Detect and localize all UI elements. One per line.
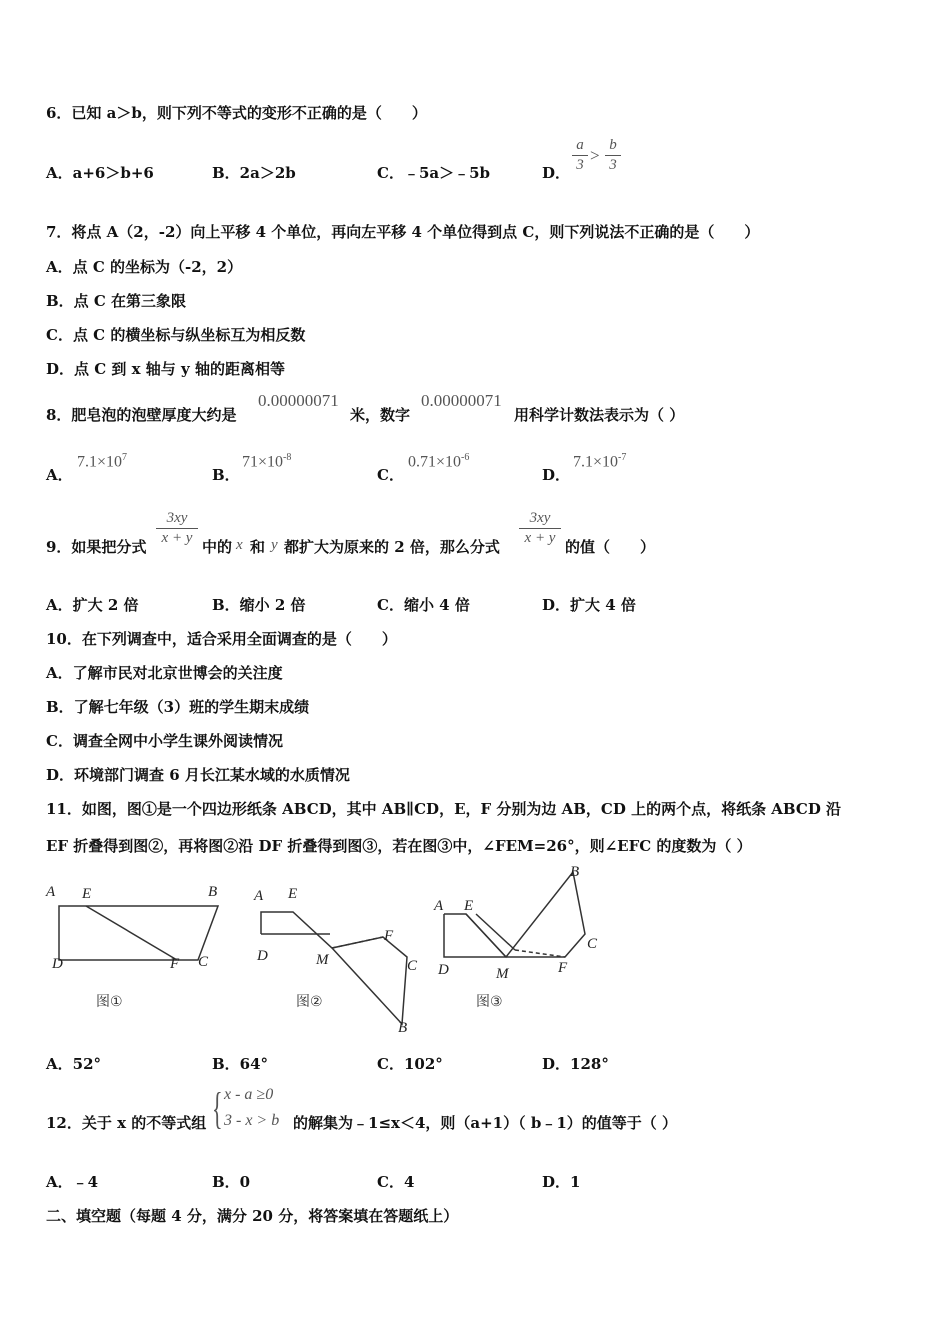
q8-option-a: A． [46, 466, 73, 484]
fig1-trapezoid [59, 906, 218, 960]
fig1-label-a: A [46, 884, 56, 900]
q12-option-a: A．﹣4 [46, 1173, 99, 1191]
q9-fraction-1: $\frac{3xy}{x + y}$ [156, 510, 198, 547]
fig3-label-f: F [558, 960, 568, 976]
q9-fraction-2: $\frac{3xy}{x + y}$ [519, 510, 561, 547]
q6-d-greater-sign: > [590, 146, 600, 165]
q9-stem-part4: 都扩大为原来的 2 倍，那么分式 [284, 538, 500, 556]
fig3-label-c: C [587, 936, 598, 952]
q12-stem-part1: 12．关于 x 的不等式组 [46, 1114, 207, 1132]
q8-option-a-math: $7.1\times 10^7$ [77, 452, 128, 471]
q8-stem-part2: 米，数字 [350, 406, 411, 424]
q12-system-line1: x - a ≥0 [224, 1086, 274, 1103]
q9-option-d: D．扩大 4 倍 [542, 596, 636, 614]
q8-option-d: D． [542, 466, 571, 484]
fig2-label-d: D [257, 948, 268, 964]
fig3-label-d: D [438, 962, 449, 978]
q7-option-c: C．点 C 的横坐标与纵坐标互为相反数 [46, 326, 306, 344]
q9-stem-part1: 9．如果把分式 [46, 538, 147, 556]
fig3-folded-strip [444, 872, 585, 957]
q9-option-b: B．缩小 2 倍 [212, 596, 306, 614]
fig3-label-m: M [496, 966, 509, 982]
q11-option-d: D．128° [542, 1055, 609, 1073]
fig1-caption: 图① [96, 994, 123, 1010]
q10-stem: 10．在下列调查中，适合采用全面调查的是（ ） [46, 630, 397, 648]
q11-option-b: B．64° [212, 1055, 269, 1073]
fig2-label-m: M [316, 952, 329, 968]
fig1-fold-line-ef [86, 906, 177, 960]
q7-option-d: D．点 C 到 x 轴与 y 轴的距离相等 [46, 360, 285, 378]
q9-stem-part5: 的值（ ） [565, 538, 656, 556]
q7-option-b: B．点 C 在第三象限 [46, 292, 187, 310]
q10-option-c: C．调查全网中小学生课外阅读情况 [46, 732, 283, 750]
q6-option-a: A．a+6＞b+6 [46, 164, 154, 182]
q11-option-a: A．52° [46, 1055, 102, 1073]
q8-option-d-math: $7.1\times 10^{-7}$ [573, 452, 627, 471]
fig2-label-c: C [407, 958, 418, 974]
q8-option-b-math: $71\times 10^{-8}$ [242, 452, 292, 471]
q6-option-d: D． [542, 164, 571, 182]
q9-var-y: y [271, 537, 278, 553]
fig3-label-b: B [570, 864, 580, 880]
q7-stem: 7．将点 A（2，-2）向上平移 4 个单位，再向左平移 4 个单位得到点 C，则下列说法不正确的是（ ） [46, 223, 760, 241]
fig3-label-a: A [434, 898, 444, 914]
q12-option-b: B．0 [212, 1173, 251, 1191]
q6-option-c: C．﹣5a＞﹣5b [377, 164, 491, 182]
q7-option-a: A．点 C 的坐标为（-2，2） [46, 258, 243, 276]
section2-title: 二、填空题（每题 4 分，满分 20 分，将答案填在答题纸上） [46, 1207, 459, 1225]
q8-option-c: C． [377, 466, 404, 484]
q8-option-b: B． [212, 466, 240, 484]
fig1-label-e: E [82, 886, 92, 902]
q8-value-2: 0.00000071 [421, 391, 502, 410]
q10-option-d: D．环境部门调查 6 月长江某水域的水质情况 [46, 766, 350, 784]
fig2-label-b: B [398, 1020, 408, 1036]
q6-d-fraction-left: $\frac{a}{3}$ [572, 137, 588, 174]
q12-stem-part2: 的解集为﹣1≤x＜4，则（a+1）（ b﹣1）的值等于（ ） [293, 1114, 677, 1132]
q12-system-brace: { [212, 1084, 223, 1133]
fig2-caption: 图② [296, 994, 323, 1010]
q9-var-x: x [236, 537, 243, 553]
q8-stem-part1: 8．肥皂泡的泡壁厚度大约是 [46, 406, 237, 424]
q9-option-a: A．扩大 2 倍 [46, 596, 139, 614]
fig1-label-b: B [208, 884, 218, 900]
fig2-label-f: F [384, 928, 394, 944]
fig1-label-f: F [170, 956, 180, 972]
q11-stem-line1: 11．如图，图①是一个四边形纸条 ABCD，其中 AB∥CD，E，F 分别为边 AB，CD 上的两个点，将纸条 ABCD 沿 [46, 800, 842, 818]
q6-option-b: B．2a＞2b [212, 164, 296, 182]
q9-option-c: C．缩小 4 倍 [377, 596, 470, 614]
q8-option-c-math: $0.71\times 10^{-6}$ [408, 452, 470, 471]
q6-stem: 6．已知 a＞b，则下列不等式的变形不正确的是（ ） [46, 104, 427, 122]
q10-option-a: A．了解市民对北京世博会的关注度 [46, 664, 283, 682]
q11-stem-line2: EF 折叠得到图②，再将图②沿 DF 折叠得到图③，若在图③中，∠FEM=26°，则∠EFC 的度数为（ ） [46, 837, 752, 855]
q10-option-b: B．了解七年级（3）班的学生期末成绩 [46, 698, 310, 716]
fig3-label-e: E [464, 898, 474, 914]
fig2-label-e: E [288, 886, 298, 902]
q12-system-line2: 3 - x > b [224, 1112, 280, 1129]
fig3-caption: 图③ [476, 994, 503, 1010]
fig2-label-a: A [254, 888, 264, 904]
q9-stem-part2: 中的 [202, 538, 233, 556]
q8-value-1: 0.00000071 [258, 391, 339, 410]
q11-figures [40, 862, 620, 1042]
q12-option-c: C．4 [377, 1173, 415, 1191]
q12-option-d: D．1 [542, 1173, 581, 1191]
q8-stem-part3: 用科学计数法表示为（ ） [514, 406, 685, 424]
q11-option-c: C．102° [377, 1055, 443, 1073]
fig1-label-c: C [198, 954, 209, 970]
fig1-label-d: D [52, 956, 63, 972]
q9-stem-part3: 和 [250, 538, 266, 556]
q6-d-fraction-right: $\frac{b}{3}$ [605, 137, 621, 174]
